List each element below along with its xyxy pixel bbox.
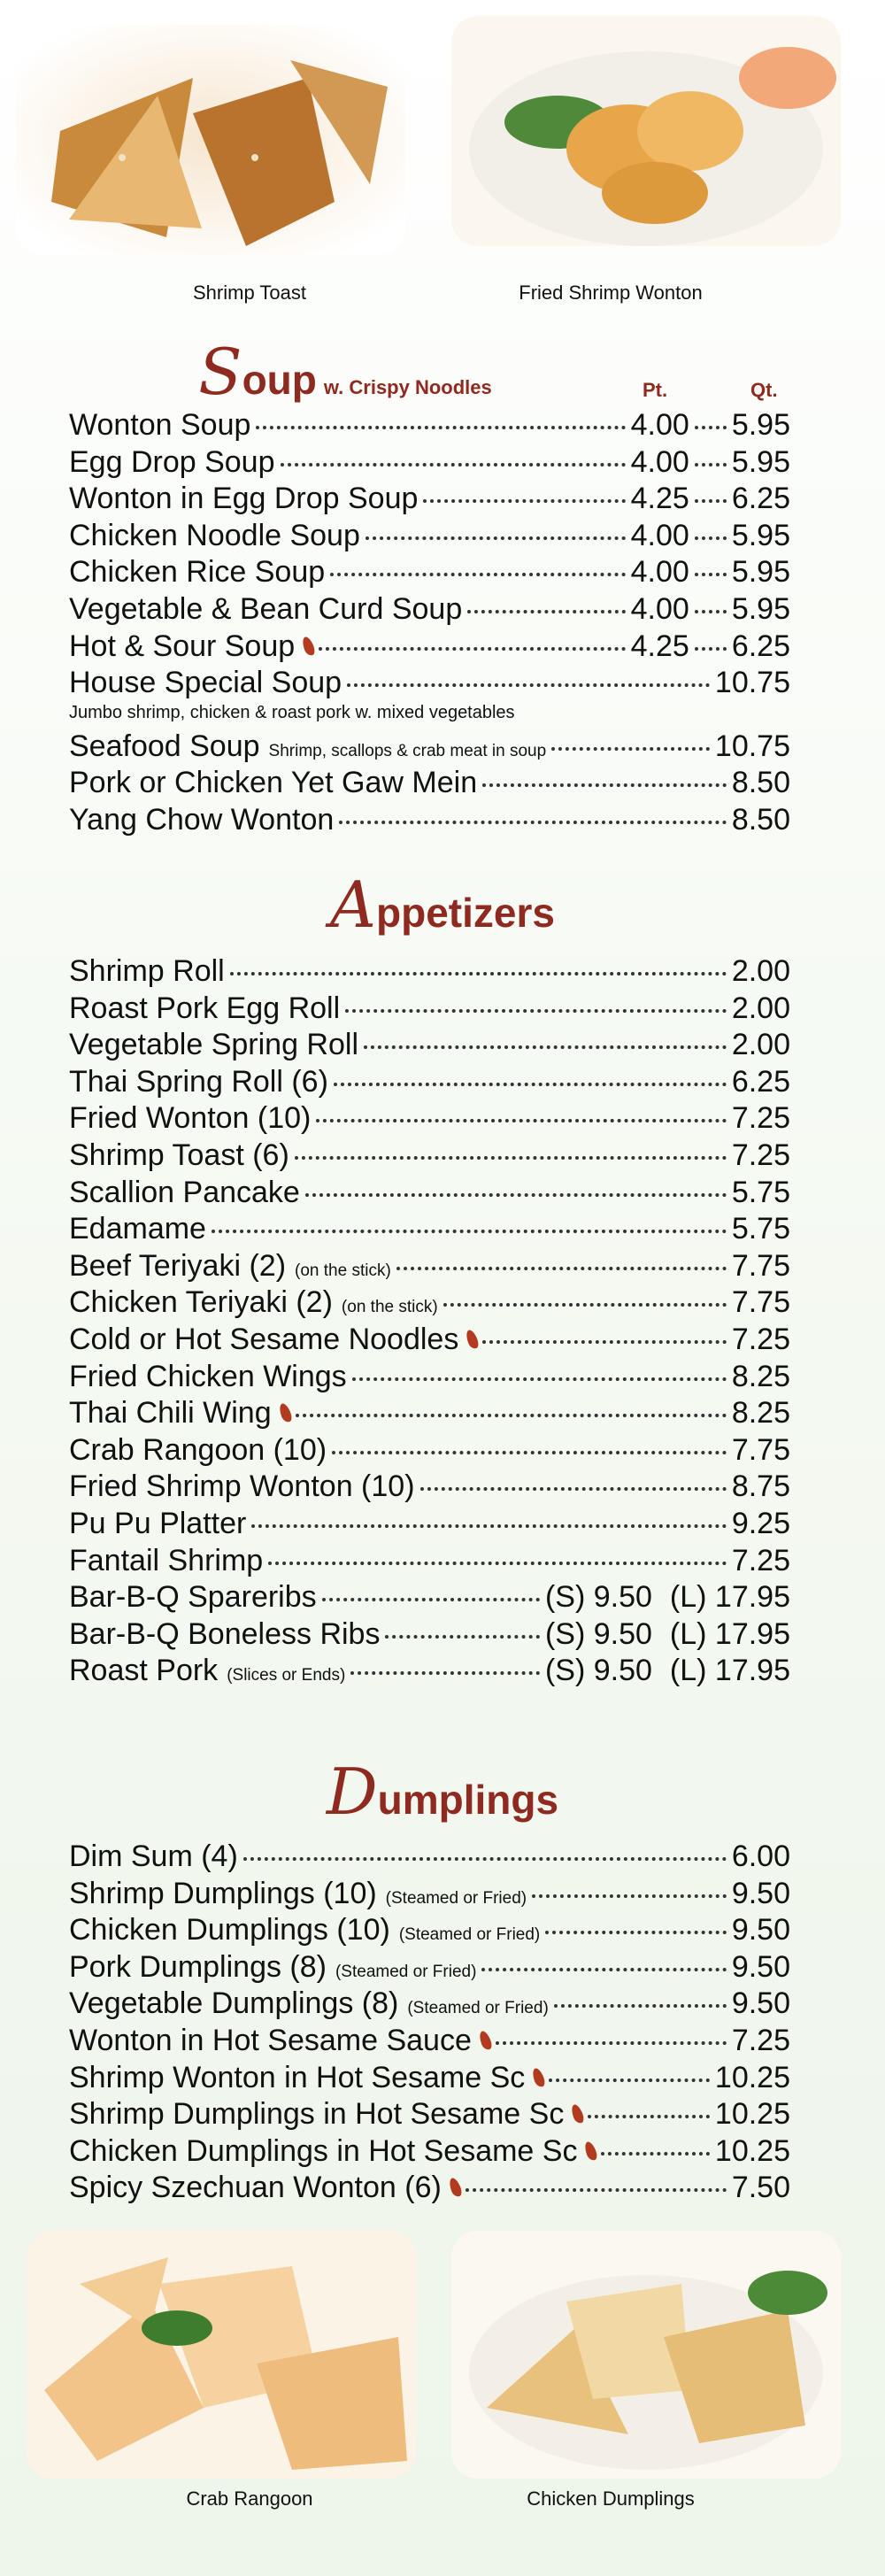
photo-caption: Chicken Dumplings	[527, 2487, 695, 2510]
dot-leader	[268, 1562, 727, 1565]
dot-leader	[295, 1156, 727, 1160]
dumplings-heading-rest: umplings	[377, 1777, 559, 1823]
menu-item-row	[69, 1100, 790, 1138]
menu-item-row	[69, 1064, 790, 1101]
dot-leader	[352, 1377, 727, 1381]
menu-item-row	[69, 802, 790, 839]
dot-leader	[695, 647, 727, 651]
soup-list	[69, 407, 790, 839]
item-name: Thai Chili Wing	[69, 1396, 272, 1431]
item-name: Egg Drop Soup	[69, 444, 275, 479]
item-price: 7.50	[731, 2171, 790, 2205]
large-price: (L) 17.95	[669, 1580, 790, 1615]
item-name: Dim Sum (4)	[69, 1839, 238, 1873]
menu-item-row	[69, 1432, 790, 1469]
spicy-pepper-icon	[301, 635, 317, 656]
item-name: Roast Pork	[69, 1654, 219, 1688]
small-price: (S) 9.50	[544, 1654, 652, 1688]
menu-item-row	[69, 953, 790, 991]
item-price: 7.25	[731, 1322, 790, 1356]
item-name: Fantail Shrimp	[69, 1543, 264, 1577]
dot-leader	[551, 747, 710, 751]
item-name: Fried Chicken Wings	[69, 1359, 347, 1393]
dot-leader	[695, 573, 727, 576]
menu-item-row	[69, 1579, 790, 1616]
soup-heading-rest: oup	[242, 357, 317, 403]
item-name: Shrimp Dumplings in Hot Sesame Sc	[69, 2097, 565, 2132]
spicy-pepper-icon	[477, 2030, 493, 2051]
item-price: 10.25	[714, 2060, 790, 2094]
menu-item-row	[69, 1322, 790, 1359]
dot-leader	[420, 1487, 727, 1491]
item-price: 9.50	[731, 1876, 790, 1910]
menu-item-row	[69, 518, 790, 555]
menu-item-row	[69, 665, 790, 702]
menu-item-row	[69, 2060, 790, 2097]
dot-leader	[443, 1303, 727, 1307]
appetizers-list	[69, 953, 790, 1690]
menu-item-row	[69, 1839, 790, 1876]
menu-item-row	[69, 2170, 790, 2207]
appetizers-heading	[0, 868, 885, 942]
chicken-dumplings-photo	[451, 2231, 841, 2479]
dot-leader	[339, 821, 727, 824]
item-name: Shrimp Wonton in Hot Sesame Sc	[69, 2060, 526, 2094]
item-name: Scallion Pancake	[69, 1175, 300, 1209]
item-name: Wonton in Hot Sesame Sauce	[69, 2023, 472, 2057]
item-name: Chicken Rice Soup	[69, 555, 326, 590]
item-price: 6.25	[731, 482, 790, 516]
spicy-pepper-icon	[447, 2177, 463, 2198]
item-name: Roast Pork Egg Roll	[69, 991, 341, 1025]
item-price: 5.75	[731, 1212, 790, 1246]
spicy-pepper-icon	[277, 1402, 293, 1423]
menu-item-row	[69, 2133, 790, 2171]
item-note: (Steamed or Fried)	[335, 1962, 477, 1981]
item-name: Fried Wonton (10)	[69, 1101, 312, 1136]
menu-item-row	[69, 2096, 790, 2133]
pint-column-header: Pt.	[643, 379, 668, 401]
spicy-pepper-icon	[531, 2066, 547, 2087]
large-price: (L) 17.95	[669, 1616, 790, 1651]
item-name: Beef Teriyaki (2)	[69, 1248, 287, 1283]
item-price: 5.95	[731, 555, 790, 590]
soup-heading	[0, 335, 788, 409]
item-price: 2.00	[731, 991, 790, 1025]
item-price: 10.75	[714, 729, 790, 763]
dot-leader	[467, 610, 625, 613]
menu-item-row	[69, 629, 790, 666]
item-price: 7.75	[731, 1248, 790, 1283]
item-price: 4.00	[630, 444, 689, 479]
dot-leader	[481, 1968, 726, 1971]
item-price: 8.25	[731, 1359, 790, 1393]
item-name: Wonton in Egg Drop Soup	[69, 482, 419, 516]
item-price: 9.50	[731, 1949, 790, 1984]
item-description: Jumbo shrimp, chicken & roast pork w. mixed vegetables	[69, 702, 515, 722]
item-price: 5.75	[731, 1175, 790, 1209]
menu-item-row	[69, 554, 790, 591]
item-price: 5.95	[731, 518, 790, 552]
item-name: Pork or Chicken Yet Gaw Mein	[69, 766, 478, 800]
item-price: 8.50	[731, 766, 790, 800]
large-price: (L) 17.95	[669, 1654, 790, 1688]
item-price: 7.75	[731, 1285, 790, 1320]
item-price: 5.95	[731, 408, 790, 442]
menu-item-row	[69, 1543, 790, 1580]
menu-item-row	[69, 1506, 790, 1543]
item-price: 7.25	[731, 1543, 790, 1577]
dot-leader	[366, 536, 626, 540]
appetizers-heading-initial: A	[330, 868, 377, 942]
menu-item-row	[69, 1138, 790, 1175]
dot-leader	[364, 1045, 727, 1049]
dot-leader	[549, 2079, 710, 2082]
crab-rangoon-photo	[27, 2231, 416, 2479]
dot-leader	[347, 683, 710, 687]
menu-item-row	[69, 1469, 790, 1506]
dot-leader	[251, 1524, 726, 1528]
menu-item-row	[69, 1949, 790, 1986]
dot-leader	[334, 1083, 727, 1086]
quart-column-header: Qt.	[750, 379, 778, 401]
spicy-pepper-icon	[570, 2103, 586, 2125]
dot-leader	[554, 2004, 727, 2008]
dumplings-heading	[0, 1755, 885, 1829]
dot-leader	[466, 2188, 727, 2192]
item-name: Bar-B-Q Boneless Ribs	[69, 1616, 381, 1651]
item-price: 4.00	[630, 408, 689, 442]
item-name: Chicken Noodle Soup	[69, 518, 360, 552]
dot-leader	[482, 783, 727, 787]
photo-caption: Crab Rangoon	[186, 2487, 313, 2510]
fried-shrimp-wonton-photo	[451, 16, 841, 246]
menu-item-row	[69, 407, 790, 444]
dot-leader	[330, 573, 625, 576]
menu-item-row	[69, 1986, 790, 2023]
item-price: 7.25	[731, 1101, 790, 1136]
soup-heading-note: w. Crispy Noodles	[323, 376, 492, 398]
dot-leader	[532, 1894, 727, 1898]
item-name: Chicken Dumplings in Hot Sesame Sc	[69, 2133, 578, 2168]
item-name: Vegetable Dumplings (8)	[69, 1986, 399, 2021]
item-note: (on the stick)	[295, 1261, 391, 1280]
item-note: (Slices or Ends)	[227, 1666, 346, 1685]
item-name: Pu Pu Platter	[69, 1506, 247, 1540]
item-price: 7.25	[731, 2023, 790, 2057]
small-price: (S) 9.50	[544, 1580, 652, 1615]
dumplings-heading-initial: D	[326, 1755, 378, 1829]
menu-item-row	[69, 1912, 790, 1949]
menu-item-row	[69, 591, 790, 629]
item-note: (on the stick)	[341, 1298, 438, 1317]
appetizers-heading-rest: ppetizers	[376, 890, 555, 936]
photo-caption: Fried Shrimp Wonton	[519, 282, 703, 304]
item-price: 2.00	[731, 954, 790, 988]
dot-leader	[695, 536, 727, 540]
dot-leader	[695, 499, 727, 503]
menu-item-row	[69, 1653, 790, 1690]
item-price: 6.00	[731, 1839, 790, 1873]
item-name: Pork Dumplings (8)	[69, 1949, 327, 1984]
item-name: Bar-B-Q Spareribs	[69, 1580, 317, 1615]
item-name: Shrimp Roll	[69, 954, 225, 988]
menu-item-row	[69, 1284, 790, 1322]
dot-leader	[296, 1414, 727, 1417]
dot-leader	[350, 1671, 540, 1675]
spicy-pepper-icon	[465, 1329, 481, 1350]
menu-item-row	[69, 1211, 790, 1248]
item-name: Thai Spring Roll (6)	[69, 1064, 328, 1099]
dot-leader	[695, 426, 727, 429]
menu-item-row	[69, 1876, 790, 1913]
item-price: 10.75	[714, 666, 790, 700]
dot-leader	[345, 1009, 727, 1013]
dot-leader	[496, 2041, 727, 2045]
dot-leader	[482, 1340, 726, 1344]
item-name: Edamame	[69, 1212, 206, 1246]
dot-leader	[545, 1931, 727, 1934]
menu-item-row	[69, 1027, 790, 1064]
dot-leader	[695, 610, 727, 613]
item-note: (Steamed or Fried)	[385, 1888, 527, 1908]
item-price: 7.75	[731, 1432, 790, 1467]
item-name: Hot & Sour Soup	[69, 629, 296, 663]
item-price: 10.25	[714, 2097, 790, 2132]
menu-item-row	[69, 1395, 790, 1432]
item-name: Yang Chow Wonton	[69, 802, 335, 837]
item-price: 2.00	[731, 1028, 790, 1062]
dot-leader	[281, 463, 626, 467]
dot-leader	[256, 426, 625, 429]
dot-leader	[695, 463, 727, 467]
dot-leader	[243, 1857, 727, 1861]
item-price: 4.00	[630, 591, 689, 626]
menu-item-row	[69, 991, 790, 1028]
item-price: 8.50	[731, 802, 790, 837]
item-name: Vegetable & Bean Curd Soup	[69, 591, 463, 626]
item-name: Vegetable Spring Roll	[69, 1028, 359, 1062]
dot-leader	[316, 1119, 726, 1122]
menu-item-row	[69, 1248, 790, 1285]
menu-item-row	[69, 1175, 790, 1212]
item-name: Crab Rangoon (10)	[69, 1432, 327, 1467]
dot-leader	[396, 1267, 727, 1270]
menu-item-row	[69, 2023, 790, 2060]
item-price: 9.50	[731, 1913, 790, 1947]
item-note: Shrimp, scallops & crab meat in soup	[268, 741, 547, 760]
item-name: Chicken Dumplings (10)	[69, 1913, 390, 1947]
item-note: (Steamed or Fried)	[407, 1999, 549, 2018]
item-price: 8.75	[731, 1469, 790, 1504]
item-name: Fried Shrimp Wonton (10)	[69, 1469, 415, 1504]
spicy-pepper-icon	[583, 2140, 599, 2162]
soup-heading-initial: S	[198, 335, 242, 409]
dot-leader	[305, 1193, 727, 1197]
menu-item-row	[69, 729, 790, 766]
item-name: Spicy Szechuan Wonton (6)	[69, 2171, 442, 2205]
small-price: (S) 9.50	[544, 1616, 652, 1651]
dot-leader	[385, 1635, 539, 1639]
item-price: 9.25	[731, 1506, 790, 1540]
item-name: Shrimp Dumplings (10)	[69, 1876, 377, 1910]
menu-item-row	[69, 444, 790, 482]
item-price: 5.95	[731, 591, 790, 626]
dot-leader	[230, 972, 727, 976]
dot-leader	[319, 647, 625, 651]
item-note: (Steamed or Fried)	[398, 1925, 541, 1945]
item-name: House Special Soup	[69, 666, 342, 700]
item-price: 4.00	[630, 518, 689, 552]
item-price: 4.25	[630, 629, 689, 663]
item-price: 6.25	[731, 1064, 790, 1099]
item-name: Shrimp Toast (6)	[69, 1138, 289, 1172]
item-name: Wonton Soup	[69, 408, 251, 442]
menu-item-row	[69, 1359, 790, 1396]
item-name: Seafood Soup	[69, 729, 260, 763]
dot-leader	[588, 2115, 710, 2118]
item-price: 6.25	[731, 629, 790, 663]
menu-item-row	[69, 481, 790, 518]
shrimp-toast-photo	[16, 25, 405, 255]
menu-item-row	[69, 765, 790, 802]
item-price: 8.25	[731, 1396, 790, 1431]
dot-leader	[322, 1598, 540, 1601]
dumplings-list	[69, 1839, 790, 2207]
photo-caption: Shrimp Toast	[193, 282, 306, 304]
dot-leader	[212, 1230, 727, 1233]
item-price: 9.50	[731, 1986, 790, 2021]
item-name: Cold or Hot Sesame Noodles	[69, 1322, 459, 1356]
dot-leader	[601, 2152, 709, 2156]
dot-leader	[423, 499, 625, 503]
item-name: Chicken Teriyaki (2)	[69, 1285, 333, 1320]
item-price: 7.25	[731, 1138, 790, 1172]
item-price: 4.00	[630, 555, 689, 590]
menu-item-row	[69, 1616, 790, 1654]
dot-leader	[332, 1451, 727, 1454]
item-price: 5.95	[731, 444, 790, 479]
item-price: 10.25	[714, 2133, 790, 2168]
item-price: 4.25	[630, 482, 689, 516]
